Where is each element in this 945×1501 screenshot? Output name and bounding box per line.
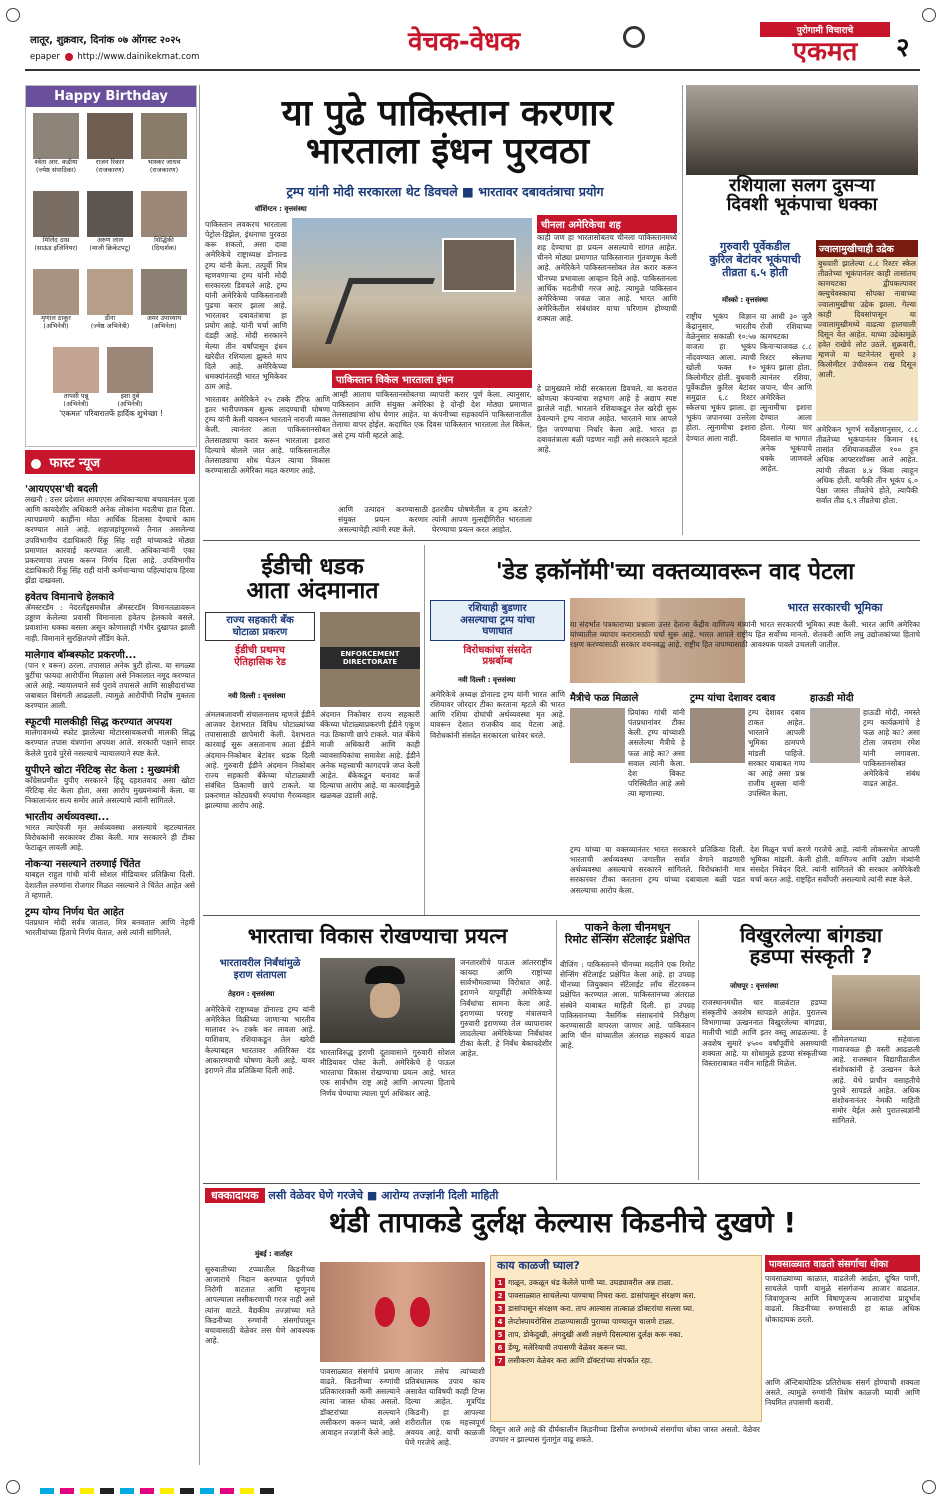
raisi-photo — [320, 958, 455, 1043]
birthday-person — [84, 269, 136, 331]
tip-text: डेंग्यू, मलेरियाची तपासणी वेळेवर करून घ्या. — [508, 1343, 628, 1352]
shukla-photo — [690, 708, 745, 763]
tip-number: 4 — [495, 1317, 505, 1327]
birthday-person — [84, 113, 136, 175]
fast-news — [25, 450, 195, 1465]
harappa-headline-line2: हडप्पा संस्कृती ? — [749, 944, 873, 968]
russia-sub-1: गुरुवारी पूर्वेकडील — [720, 240, 790, 253]
ramesh-photo — [810, 708, 860, 763]
birthday-role: (अभिनेता) — [151, 321, 177, 330]
ramesh-title: हाऊडी मोदी — [810, 693, 854, 704]
shukla-box — [690, 690, 805, 840]
birthday-photo — [53, 347, 99, 393]
iran-body-2: भारताविरुद्ध इराणी दूतावासाने गुरुवारी सोशल मीडियावर पोस्ट केली. अमेरिकेचे हे पाऊल भारताचा विकास रोखण्याचा प्रयत्न आहे. भारत एक सार्वभौम राष्ट्र आहे आणि आपल्या हिताचे निर्णय घेण्याचा त्याला पूर्ण अधिकार आहे. — [320, 1048, 455, 1098]
birthday-role: (ज्येष्ठ संपादिका) — [35, 165, 77, 174]
birthday-role: (साऊंड इंजिनियर) — [34, 243, 78, 252]
monsoon-title: पावसाळ्यात वाढतो संसर्गाचा धोका — [765, 1255, 920, 1272]
kidney-tips-list — [491, 1278, 761, 1366]
tip-text: डासांपासून संरक्षण करा. ताप आल्यास तात्काळ डॉक्टरांचा सल्ला घ्या. — [508, 1304, 695, 1313]
birthday-role: (दिग्दर्शक) — [151, 243, 177, 252]
china-text: काही जण हा भारतासोबतच चीनला पाकिस्तानमध्ये शह देण्याचा हा प्रयत्न असल्याचे सांगत आहेत. चीनने मोठ्या प्रमाणात पाकिस्तानात गुंतवणूक केली आहे. अमेरिकेने पाकिस्तानसोबत तेल करार करून चीनच्या प्रभावाला आव्हान दिले आहे. पाकिस्तानला आर्थिक मदतीची गरज आहे. त्यामुळे पाकिस्तान अमेरिकेच्या जवळ जात आहे. भारत आणि अमेरिकेतील संबंधांवर याचा परिणाम होण्याची शक्यता आहे. — [537, 233, 677, 323]
page-number: २ — [896, 33, 910, 63]
birthday-name: अरुण लाल — [96, 236, 124, 244]
birthday-role: (अभिनेत्री) — [63, 399, 89, 408]
priyanka-photo — [570, 708, 625, 763]
tip-number: 6 — [495, 1343, 505, 1353]
birthday-role: (राजकारण) — [95, 165, 125, 174]
harappa-photo — [832, 975, 920, 1030]
section-title — [408, 22, 648, 62]
tip-item — [495, 1291, 757, 1301]
kidney-headline: थंडी तापाकडे दुर्लक्ष केल्यास किडनीचे दुखणे ! — [328, 1206, 797, 1239]
birthday-person — [138, 113, 190, 175]
kidney-body-1: सुरुवातीच्या टप्प्यातील किडनीच्या आजाराचे निदान करण्यात पूर्णपणे निरोगी वाटतात आणि म्हणूनच आपल्याला लसीकरणाची गरज नाही असे त्यांना वाटते. वैद्यकीय तज्ज्ञांच्या मते किडनीच्या रुग्णांनी संसर्गापासून बचावासाठी वेळेवर लस घेणे आवश्यक आहे. — [205, 1265, 315, 1345]
russia-body-2: या आधी ३० जुलै रोजी रशियाच्या कामचटका किनाऱ्याजवळ ८.८ रिश्टर स्केलचा भूकंप झाला होता. त्यानंतर रशिया, जपान, चीन आणि अमेरिकेत त्सुनामीचा इशारा देण्यात आला होता. गेल्या चार दिवसांत या भागात अनेक भूकंपाचे धक्के जाणवले आहेत. — [760, 312, 812, 473]
birthday-role: (माजी क्रिकेटपटू) — [89, 243, 131, 252]
birthday-name: अमर उपाध्याय — [146, 314, 182, 322]
brand-tagline: पुरोगामी विचाराचे — [760, 22, 890, 37]
china-title: चीनला अमेरिकेचा शह — [537, 215, 677, 233]
russia-headline-line2: दिवशी भूकंपाचा धक्का — [726, 193, 878, 215]
birthday-person — [84, 191, 136, 253]
color-swatch — [240, 1488, 254, 1494]
de-sub-4: विरोधकांचा संसदेत — [463, 644, 532, 656]
birthday-photo — [33, 191, 79, 237]
color-swatch — [100, 1488, 114, 1494]
birthday-name: सिद्धिकी — [154, 236, 174, 244]
birthday-photo — [87, 113, 133, 159]
monsoon-text: पावसाळ्याच्या काळात, वाढलेली आर्द्रता, दूषित पाणी, साचलेले पाणी यामुळे संसर्गजन्य आजार वाढतात. जिवाणूजन्य आणि विषाणूजन्य आजारांचा प्रादुर्भाव वाढतो. किडनीच्या रुग्णांसाठी हा काळ अधिक धोकादायक ठरतो. — [765, 1274, 920, 1324]
iran-subhead — [205, 958, 315, 982]
row-rule — [203, 1183, 920, 1184]
birthday-wishes: 'एकमत' परिवारातर्फे हार्दिक शुभेच्छा ! — [59, 409, 163, 418]
tip-item — [495, 1317, 757, 1327]
lead-headline — [215, 95, 680, 171]
color-swatch — [160, 1488, 174, 1494]
fast-news-heading: हवेतच विमानाचे हेलकावे — [25, 592, 115, 604]
priyanka-text: प्रियांका गांधी यांनी पंतप्रधानांवर टीका केली. ट्रम्प यांच्याशी असलेल्या मैत्रीचे हे फळ आहे का? असा सवाल त्यांनी केला. देश बिकट परिस्थितीत आहे असे त्या म्हणाल्या. — [628, 708, 685, 798]
shukla-text: ट्रम्प देशावर दबाव टाकत आहेत. भारताने आपली भूमिका ठामपणे मांडली पाहिजे. सरकार याबाबत गप्प का आहे असा प्रश्न राजीव शुक्ला यांनी उपस्थित केला. — [748, 708, 805, 798]
ed-headline — [205, 555, 420, 603]
oil-pump-photo — [292, 218, 532, 368]
ed-sub-box — [205, 612, 315, 641]
globe-icon — [65, 53, 73, 61]
china-box — [537, 215, 677, 495]
kidney-body-2: पावसाळ्यात संसर्गाचे प्रमाण वाढते. किडनीच्या रुग्णांची प्रतिकारशक्ती कमी असल्याने त्यांना जास्त धोका असतो. डॉक्टरांच्या सल्ल्याने लसीकरण करून घ्यावे, असे आवाहन तज्ज्ञांनी केले आहे. — [320, 1367, 400, 1437]
govt-stand-text: या संदर्भात पत्रकाराच्या प्रश्नाला उत्तर देताना केंद्रीय वाणिज्य मंत्र्यांनी भारत सरकारची भूमिका स्पष्ट केली. भारत आणि अमेरिका यांच्यातील व्यापार करारासाठी चर्चा सुरू आहे. भारत आपले राष्ट्रीय हित सर्वोच्च मानतो. शेतकरी आणि लघु उद्योजकांच्या हिताचे रक्षण करण्यासाठी सरकार वचनबद्ध आहे. राष्ट्रीय हित जपण्यासाठी आवश्यक पावले उचलली जातील. — [570, 620, 920, 650]
print-color-bar — [40, 1488, 905, 1494]
kidney-left-shape — [375, 1297, 395, 1327]
lead-strap: ट्रम्प यांनी मोदी सरकारला थेट डिवचले ■ भारतावर दबावतंत्राचा प्रयोग — [286, 184, 604, 199]
column-rule — [199, 85, 200, 1465]
fast-news-text: ॲमस्टरडॅम : नेदरलँड्समधील ॲमस्टरडॅम विमानतळावरून उड्डाण केलेल्या प्रवासी विमानाला हवेतच हेलकावे बसले. प्रवाशांना धक्का बसला असून कोणालाही गंभीर दुखापत झाली नाही. विमानाने सुरक्षितपणे लँडिंग केले. — [25, 603, 195, 643]
row-rule — [203, 915, 920, 916]
volcano-text: बुधवारी झालेल्या ८.८ रिश्टर स्केल तीव्रतेच्या भूकंपानंतर काही तासांतच कामचटका द्वीपकल्पावर क्ल्युचेवस्काया सोपका नावाच्या ज्वालामुखीचा उद्रेक झाला. गेल्या काही दिवसांपासून या ज्वालामुखीमध्ये वाढत्या हालचाली दिसून येत आहेत. याच्या उद्रेकामुळे हवेत राखेचे लोट उठले. शुक्रवारी, म्हणजे या घटनेनंतर सुमारे ३ किलोमीटर उंचीवरून राख दिसून आली. — [816, 257, 918, 421]
fast-news-header — [25, 450, 195, 474]
iran-dateline: तेहरान : वृत्तसंस्था — [228, 990, 275, 998]
birthday-name: डीना — [104, 314, 116, 322]
ed-headline-line2: आता अंदमानात — [246, 578, 379, 605]
iran-sub-1: भारतावरील निर्बंधांमुळे — [219, 958, 301, 969]
tip-number: 2 — [495, 1291, 505, 1301]
birthday-name: मृणाल ठाकूर — [41, 314, 71, 322]
ed-sub-3: ईडीची प्रथमच — [235, 645, 285, 656]
de-sub-3: घणाघात — [482, 626, 513, 637]
fast-news-heading: युपीएने खोटा नॅरेटिव्ह सेट केला : मुख्यमंत्री — [25, 764, 180, 776]
de-sub-1: रशियाही बुडणार — [468, 603, 527, 614]
ed-dateline: नवी दिल्ली : वृत्तसंस्था — [228, 692, 286, 700]
fast-news-title: फास्ट न्यूज — [49, 456, 101, 471]
lead-body-3: आणि उत्पादन करण्यासाठी संयुक्त प्रयत्न करणार असल्याचेही त्यांनी स्पष्ट केले. — [338, 505, 428, 535]
fast-news-heading: मालेगाव बॉम्बस्फोट प्रकरणी... — [25, 649, 137, 661]
kidney-dateline: मुंबई : वार्ताहर — [255, 1250, 293, 1258]
kidney-tag-rest: लसी वेळेवर घेणे गरजेचे ■ आरोग्य तज्ज्ञांनी दिली माहिती — [268, 1189, 499, 1202]
russia-headline — [686, 177, 918, 215]
de-bottom-text: देश मिळून चर्चा करणे गरजेचे आहे. त्यांनी लोकसभेत आपली भूमिका मांडली. केली होती. वाणिज्य आणि उद्योग मंत्र्यांनी संसदेत निवेदन दिले. त्यांनी सांगितले की सरकार अमेरिकेशी चर्चा करत आहे. राष्ट्रहित सर्वोपरी असल्याचे त्यांनी स्पष्ट केले. — [750, 845, 920, 885]
de-body-1: अमेरिकेचे अध्यक्ष डोनाल्ड ट्रम्प यांनी भारत आणि रशियावर जोरदार टीका करताना म्हटले की भारत आणि रशिया दोघांची अर्थव्यवस्था मृत आहे. यावरून देशात राजकीय वाद पेटला आहे. विरोधकांनी संसदेत सरकारला धारेवर धरले. — [430, 690, 565, 740]
brand-block — [760, 22, 890, 70]
kidney-tagline — [205, 1188, 920, 1203]
de-sub-2: असल्याचा ट्रम्प यांचा — [460, 614, 535, 626]
birthday-name: राजन रिकार — [95, 158, 125, 166]
birthday-person — [138, 191, 190, 253]
harappa-headline — [702, 925, 920, 967]
tip-text: गाळून, उकळून थंड केलेले पाणी प्या. उघड्यावरील अन्न टाळा. — [508, 1278, 674, 1287]
dead-economy-headline: 'डेड इकॉनॉमी'च्या वक्तव्यावरून वाद पेटला — [495, 559, 855, 585]
registration-mark — [922, 8, 936, 22]
fast-news-heading: नोकऱ्या नसल्याने तरुणाई चिंतेत — [25, 859, 141, 871]
kidney-tips-box — [490, 1255, 762, 1422]
birthday-role: (ज्येष्ठ अभिनेत्री) — [90, 321, 130, 330]
lead-photo-caption — [332, 370, 532, 500]
priyanka-title: मैत्रीचे फळ मिळाले — [570, 693, 639, 704]
harappa-dateline: जोधपूर : वृत्तसंस्था — [730, 982, 779, 990]
color-swatch — [260, 1488, 274, 1494]
kidney-body-3: आजार तसेच त्यांच्याशी प्रतिबंधात्मक उपाय काय असावेत याविषयी काही टिप्स दिल्या आहेत. मूत्रपिंड (किडनी) हा आपल्या शरीरातील एक महत्त्वपूर्ण अवयव आहे. याची काळजी घेणे गरजेचे आहे. — [405, 1367, 485, 1447]
russia-subhead — [700, 240, 810, 280]
remote-headline — [560, 922, 695, 945]
iran-body-1: अमेरिकेचे राष्ट्राध्यक्ष डोनाल्ड ट्रम्प यांनी अमेरिकेत विक्रीच्या जाणाऱ्या भारतीय मालावर २५ टक्के कर लावला आहे. याशिवाय, रशियाकडून तेल खरेदी केल्याबद्दल भारतावर अतिरिक्त दंड आकारण्याची घोषणा केली आहे. यावर इराणने तीव्र प्रतिक्रिया दिली आहे. — [205, 1005, 315, 1075]
registration-mark — [6, 1480, 20, 1494]
birthday-name: तापसी पन्नू — [63, 392, 89, 400]
birthday-photo — [107, 347, 153, 393]
ed-sign: ENFORCEMENT DIRECTORATE — [320, 647, 420, 669]
registration-mark — [6, 8, 20, 22]
priyanka-box — [570, 690, 685, 840]
govt-stand-title: भारत सरकारची भूमिका — [787, 601, 883, 614]
lead-body-4: इतरत्रीय घोषणेतील व ट्रम्प करतो? त्यांनी आपण मुत्सद्दीगिरीत भारताला घेरण्याचा प्रयत्न करत आहोत. — [432, 505, 532, 535]
ed-sub-2: घोटाळा प्रकरण — [232, 626, 288, 638]
masthead — [0, 0, 945, 90]
registration-mark — [922, 1480, 936, 1494]
portrait-inset — [442, 238, 516, 292]
face-shape — [370, 983, 400, 1018]
birthday-name: इशा दुबे — [120, 392, 140, 400]
birthday-title: Happy Birthday — [26, 86, 196, 107]
tip-number: 7 — [495, 1356, 505, 1366]
tip-text: पावसाळ्यात साचलेल्या पाण्याचा निचरा करा. डासांपासून संरक्षण करा. — [508, 1291, 696, 1300]
tip-number: 5 — [495, 1330, 505, 1340]
russia-body-1: राष्ट्रीय भूकंप विज्ञान केंद्रानुसार, भारतीय वेळेनुसार सकाळी १०:५७ वाजता हा भूकंप नोंदवण्यात आला. त्याची खोली फक्त १० किलोमीटर होती. बुधवारी पूर्वेकडील कुरिल बेटांवर समुद्रात ६.८ रिश्टर स्केलचा भूकंप झाला. हा भूकंप जपानच्या उत्तरेला होता. त्सुनामीचा इशारा देण्यात आला नाही. — [686, 312, 756, 443]
kidney-tips-title: काय काळजी घ्याल? — [497, 1259, 580, 1272]
birthday-role: (राजकारण) — [149, 165, 179, 174]
tip-text: लसीकरण वेळेवर करा आणि डॉक्टरांच्या संपर्कात रहा. — [508, 1356, 653, 1365]
pumpjack-shape — [325, 278, 435, 344]
monsoon-box — [765, 1255, 920, 1465]
russia-dateline: मॉस्को : वृत्तसंस्था — [722, 296, 768, 304]
kidney-body-4: दिसून आले आहे की दीर्घकालीन किडनीच्या डिसीज रुग्णांमध्ये संसर्गाचा धोका जास्त असतो. वेळेवर उपचार न झाल्यास गुंतागुंत वाढू शकते. — [490, 1425, 760, 1445]
volcano-box — [816, 240, 918, 420]
site-url: http://www.dainikekmat.com — [77, 52, 200, 62]
birthday-role: (अभिनेत्री) — [117, 399, 143, 408]
lead-headline-line2: भारताला इंधन पुरवठा — [305, 130, 590, 172]
epaper-link[interactable] — [30, 52, 199, 62]
lead-body-2: भारतावर अमेरिकेने २५ टक्के टॅरिफ आणि इतर भारीपणकम शुल्क लादण्याची घोषणा ट्रम्प यांनी केली यावरून भारताने नाराजी व्यक्त केली. त्यानंतर आता पाकिस्तानसोबत तेलसाठ्याचा करार करून भारताला इशारा दिल्याचे बोलले जात आहे. पाकिस्तानातील तेलसाठ्याचा शोध घेऊन त्याचा विकास करण्यासाठी अमेरिका मदत करणार आहे. — [205, 395, 330, 475]
masthead-rule — [25, 69, 920, 71]
color-swatch — [80, 1488, 94, 1494]
birthday-box — [25, 85, 197, 447]
fast-news-text: लखनौ : उत्तर प्रदेशात आयएएस अधिकाऱ्याचा बचावानंतर पूजा आणि कायदेशीर अधिकारी अनेक लोकांना मदतीचा हात दिला. त्याचप्रमाणे काहींना मोठा आर्थिक दिलासा देण्याचे काम करण्यात आले आहे. शहाजहांपूरमध्ये तैनात असलेल्या उपविभागीय दंडाधिकारी रिंकू सिंह राही यांच्याकडे मोठ्या प्रमाणात कारवाई करण्यात आली. अधिकाऱ्यांनी एका प्रकरणाचा तपास करून निर्णय दिला आहे. उपविभागीय दंडाधिकारी रिंकू सिंह राही यांनी कर्मचाऱ्याचा पहिल्यांदाच हिरवा झेंडा दाखवला. — [25, 495, 195, 585]
color-swatch — [220, 1488, 234, 1494]
russia-sub-2: कुरिल बेटांवर भूकंपाची — [709, 253, 801, 267]
birthday-photo — [87, 191, 133, 237]
kidney-photo — [320, 1262, 485, 1362]
fast-news-heading: स्फूटची मालकीही सिद्ध करण्यात अपयश — [25, 717, 172, 729]
iran-headline: भारताचा विकास रोखण्याचा प्रयत्न — [247, 924, 508, 948]
ed-sub-4: ऐतिहासिक रेड — [234, 656, 286, 668]
birthday-person — [30, 113, 82, 175]
fast-news-text: भारत त्याऐवजी मृत अर्थव्यवस्था असल्याचे म्हटल्यानंतर विरोधकांनी सरकारवर टीका केली. मात्र सरकारने ही टीका फेटाळून लावली आहे. — [25, 823, 195, 853]
ed-body-2: अंदमान निकोबार राज्य सहकारी बँकेच्या घोटाळ्याप्रकरणी ईडीने एकूण नऊ ठिकाणी छापे टाकले. यात बँकेचे माजी अधिकारी आणि काही व्यावसायिकांचा समावेश आहे. ईडीने अनेक महत्त्वाची कागदपत्रे जप्त केली आहेत. बँकेकडून बनावट कर्जे दिल्याचा आरोप आहे. या कारवाईमुळे खळबळ उडाली आहे. — [320, 710, 420, 800]
birthday-photo — [33, 269, 79, 315]
harappa-headline-line1: विखुरलेल्या बांगड्या — [739, 923, 883, 947]
section-title-text: वेचक-वेधक — [408, 27, 521, 57]
lead-caption-title: पाकिस्तान विकेल भारताला इंधन — [332, 370, 532, 388]
row-rule — [203, 540, 920, 541]
birthday-photo — [141, 191, 187, 237]
lead-headline-line1: या पुढे पाकिस्तान करणार — [281, 93, 614, 134]
fast-news-heading: ट्रम्प योग्य निर्णय घेत आहेत — [25, 906, 124, 918]
harappa-body-2: सीमेलगतच्या सहेवाला गावाजवळ ही वस्ती आढळली आहे. राजस्थान विद्यापीठातील संशोधकांनी हे उत्खनन केले आहे. येथे प्राचीन वसाहतीचे पुरावे सापडले आहेत. अधिक संशोधनानंतर नेमकी माहिती समोर येईल असे पुरातत्त्वज्ञांनी सांगितले. — [832, 1035, 920, 1125]
birthday-person — [50, 347, 102, 409]
fast-news-heading: भारतीय अर्थव्यवस्था... — [25, 812, 110, 823]
fast-news-text: (पान १ वरून) ठरला. तपासात अनेक त्रुटी होत्या. या सगळ्या त्रुटींचा फायदा आरोपींना मिळाला असे निकालात नमूद करण्यात आले आहे. न्यायालयाने सर्व पुरावे तपासले आणि साक्षीदारांच्या जबाबात विसंगती आढळली. त्यामुळे आरोपींची निर्दोष मुक्तता करण्यात आली. — [25, 660, 195, 711]
russia-sub-3: तीव्रता ६.५ होती — [722, 266, 788, 280]
birthday-person — [104, 347, 156, 409]
harappa-body-1: राजस्थानमधील थार वाळवंटात हडप्पा संस्कृतीचे अवशेष सापडले आहेत. पुरातत्त्व विभागाच्या उत्खननात विखुरलेल्या बांगड्या, मातीची भांडी आणि इतर वस्तू आढळल्या. हे अवशेष सुमारे ४५०० वर्षांपूर्वीचे असण्याची शक्यता आहे. या शोधामुळे हडप्पा संस्कृतीच्या विस्ताराबाबत नवीन माहिती मिळेल. — [702, 998, 827, 1068]
color-swatch — [40, 1488, 54, 1494]
tip-item — [495, 1330, 757, 1340]
lead-body-1: पाकिस्तान लवकरच भारताला पेट्रोल-डिझेल, इंधनाचा पुरवठा करू शकतो, असा दावा अमेरिकेचे राष्ट्राध्यक्ष डोनाल्ड ट्रम्प यांनी केला. तत्पूर्वी मित्र म्हणवणाऱ्या ट्रम्प यांनी मोदी सरकारला डिवचले आहे. ट्रम्प यांनी अमेरिकेचे पाकिस्तानाशी पुढचा करार झाला आहे. भारतावर दबावतंत्राचा हा प्रयोग आहे. यांनी चर्चा आणि दंडही आहे. मोदी सरकारने मेल्या तीन वर्षांपासून इंधन खरेदीत रशियाला झुकते माप दिले आहे. अमेरिकेच्या धमक्यांनंतरही भारत भूमिकेवर ठाम आहे. — [205, 220, 287, 390]
fast-news-text: काँग्रेसप्रणीत युपीए सरकारने हिंदू दहशतवाद असा खोटा नॅरेटिव्ह सेट केला होता, असा आरोप मुख्यमंत्र्यांनी केला. या निकालानंतर सत्य समोर आले असल्याचे त्यांनी सांगितले. — [25, 775, 195, 805]
birthday-photo — [141, 269, 187, 315]
turban-shape — [365, 966, 405, 984]
color-swatch — [60, 1488, 74, 1494]
brand-logo: एकमत — [792, 37, 858, 67]
birthday-name: मिलिंद दास — [42, 236, 70, 244]
earthquake-photo — [686, 85, 918, 175]
ed-sub-1: राज्य सहकारी बँक — [226, 615, 294, 626]
tip-item — [495, 1343, 757, 1353]
epaper-label: epaper — [30, 52, 60, 62]
kidney-right-shape — [410, 1297, 430, 1327]
monsoon-text-2: आणि ॲन्टिबायोटिक प्रतिरोधक संसर्ग होण्याची शक्यता असते. त्यामुळे रुग्णांनी विशेष काळजी घ्यावी आणि नियमित तपासणी करावी. — [765, 1378, 920, 1408]
arrow-icon — [31, 459, 41, 469]
ed-subhead — [205, 612, 315, 668]
ramesh-box — [810, 690, 920, 840]
dead-economy-subhead — [430, 600, 565, 668]
magnifier-icon — [623, 26, 645, 48]
ed-office-photo — [320, 612, 420, 707]
fast-news-heading: 'आयएएस'ची बदली — [25, 484, 98, 495]
remote-headline-line2: रिमोट सेंन्सिंग सॅटेलाईट प्रक्षेपित — [564, 932, 690, 946]
color-swatch — [180, 1488, 194, 1494]
birthday-person — [30, 191, 82, 253]
tip-item — [495, 1304, 757, 1314]
fast-news-text: याबद्दल राहुल गांधी यांनी सोशल मीडियावर प्रतिक्रिया दिली. देशातील तरुणांना रोजगार मिळत नसल्याने ते चिंतेत आहेत असे ते म्हणाले. — [25, 870, 195, 900]
china-text-2: हे प्रामुख्याने मोदी सरकारला डिवचले. या करारात कोणत्या कंपन्यांचा सहभाग आहे हे अद्याप स्पष्ट झालेले नाही. भारताने रशियाकडून तेल खरेदी सुरू ठेवल्याने ट्रम्प नाराज आहेत. भारताने मात्र आपले हित जपण्याचा निर्धार केला आहे. भारत हा दबावतंत्राला बळी पडणार नाही असे सरकारने म्हटले आहे. — [537, 384, 677, 454]
volcano-title: ज्वालामुखीचाही उद्रेक — [816, 240, 918, 257]
tip-number: 1 — [495, 1278, 505, 1288]
de-sub-5: प्रश्नबॉम्ब — [482, 656, 513, 667]
tip-text: ताप, डोकेदुखी, अंगदुखी अशी लक्षणे दिसल्यास दुर्लक्ष करू नका. — [508, 1330, 683, 1339]
color-swatch — [120, 1488, 134, 1494]
color-swatch — [140, 1488, 154, 1494]
column-rule — [682, 85, 683, 535]
birthday-role: (अभिनेत्री) — [43, 321, 69, 330]
birthday-name: भास्कर जाधव — [147, 158, 181, 166]
ed-body-1: अंमलबजावणी संचालनालय म्हणजे ईडीने आजवर देशभरात विविध घोटाळ्यांच्या तपासासाठी छापेमारी केली. देशभरात कारवाई सुरू असतानाच आता ईडीने अंदमान-निकोबार बेटांवर धडक दिली आहे. गुरुवारी ईडीने अंदमान निकोबार राज्य सहकारी बँकेच्या घोटाळ्याशी संबंधित ठिकाणी छापे टाकले. या प्रकरणात कोट्यवधी रुपयांचा गैरव्यवहार झाल्याचा आरोप आहे. — [205, 710, 315, 811]
birthday-name: श्वेता आर. कडीया — [34, 158, 78, 166]
fast-news-text: पंतप्रधान मोदी सर्वत्र जातात, मित्र बनवतात आणि नेहमी भारतीयांच्या हिताचे निर्णय घेतात, असे त्यांनी सांगितले. — [25, 917, 195, 937]
ramesh-text: हाऊडी मोदी, नमस्ते ट्रम्प कार्यक्रमांचे हे फळ आहे का? असा टोला जयराम रमेश यांनी लगावला. पाकिस्तानसोबत अमेरिकेचे संबंध वाढत आहेत. — [863, 708, 920, 788]
color-swatch — [200, 1488, 214, 1494]
tip-text: लेप्टोस्पायरोसिस टाळण्यासाठी पुराच्या पाण्यातून चालणे टाळा. — [508, 1317, 675, 1326]
tip-item — [495, 1278, 757, 1288]
birthday-photo — [87, 269, 133, 315]
fast-news-list — [25, 474, 195, 938]
birthday-person — [30, 269, 82, 331]
de-body-2: ट्रम्प यांच्या या वक्तव्यानंतर भारत सरकारने प्रतिक्रिया दिली. भारताची अर्थव्यवस्था जगातील सर्वात वेगाने वाढणारी अर्थव्यवस्था असल्याचे सरकारने सांगितले. विरोधकांनी मात्र सरकारवर टीका करताना ट्रम्प यांच्या दबावाला बळी पडत असल्याचा आरोप केला. — [570, 845, 745, 895]
column-rule — [698, 920, 699, 1180]
column-rule — [424, 545, 425, 915]
shukla-title: ट्रम्प यांचा देशावर दबाव — [690, 693, 776, 704]
volcano-text-2: अमेरिकन भूगर्भ सर्वेक्षणानुसार, ८.८ तीव्रतेच्या भूकंपानंतर किमान १६ तासांत रशियाजवळील १०० हून अधिक आफ्टरशॉक्स आले आहेत. त्यांची तीव्रता ४.४ किंवा त्याहून अधिक होती. यापैकी तीन भूकंप ६.० पेक्षा जास्त तीव्रतेचे होते, त्यापैकी सर्वात तीव्र ६.९ तीव्रतेचा होता. — [816, 425, 918, 505]
remote-headline-line1: पाकने केला चीनमधून — [584, 921, 671, 934]
birthday-person — [138, 269, 190, 331]
birthday-photo — [141, 113, 187, 159]
tip-item — [495, 1356, 757, 1366]
remote-body: बीजिंग : पाकिस्तानने चीनच्या मदतीने एक रिमोट सेन्सिंग सॅटेलाईट प्रक्षेपित केला आहे. हा उपग्रह चीनच्या जियुक्वान सॅटेलाईट लाँच सेंटरवरून प्रक्षेपित करण्यात आला. पाकिस्तानच्या अंतराळ संस्थेने याबाबत माहिती दिली. हा उपग्रह पाकिस्तानच्या नैसर्गिक संसाधनांचे निरीक्षण करण्यासाठी वापरला जाणार आहे. पाकिस्तान आणि चीन यांच्यातील अंतराळ सहकार्य वाढत आहे. — [560, 960, 695, 1050]
ed-headline-line1: ईडीची धडक — [261, 554, 364, 580]
birthday-photo — [33, 113, 79, 159]
column-rule — [556, 920, 557, 1180]
de-dateline: नवी दिल्ली : वृत्तसंस्था — [458, 676, 516, 684]
russia-headline-line1: रशियाला सलग दुसऱ्या — [729, 175, 875, 196]
kidney-tag: धक्कादायक — [205, 1188, 265, 1203]
dateline: लातूर, शुक्रवार, दिनांक ०७ ऑगस्ट २०२५ — [30, 35, 181, 46]
tip-number: 3 — [495, 1304, 505, 1314]
lead-dateline: वॉशिंग्टन : वृत्तसंस्था — [255, 205, 307, 213]
lead-caption-body: आम्ही आताच पाकिस्तानसोबतचा व्यापारी करार पूर्ण केला. त्यानुसार, पाकिस्तान आणि संयुक्त अमेरिका हे दोन्ही देश मोठ्या प्रमाणात तेलसाठ्यांचा शोध घेणार आहेत. या कंपनीच्या सहकार्याने पाकिस्तानातील तेलाचा वापर होईल. कदाचित एक दिवस पाकिस्तान भारताला तेल विकेल, असे ट्रम्प यांनी म्हटले आहे. — [332, 390, 532, 440]
fast-news-text: मालेगावमध्ये स्फोट झालेल्या मोटारसायकलची मालकी सिद्ध करण्यात तपास यंत्रणांना अपयश आले. सरकारी पक्षाने सादर केलेले पुरावे पुरेसे नसल्याचे न्यायालयाने स्पष्ट केले. — [25, 728, 195, 758]
iran-sub-2: इराण संतापला — [233, 970, 287, 981]
birthday-grid — [26, 107, 196, 407]
iran-body-3: जनतारशीचे पाऊल आंतरराष्ट्रीय कायदा आणि राष्ट्रांच्या सार्वभौमत्वाच्या विरोधात आहे. इराणने यापूर्वीही अमेरिकेच्या निर्बंधांचा सामना केला आहे. इराणच्या परराष्ट्र मंत्रालयाने गुरुवारी इराणच्या तेल व्यापारावर लादलेल्या अमेरिकेच्या निर्बंधांवर टीका केली. हे निर्बंध बेकायदेशीर आहेत. — [460, 958, 552, 1059]
